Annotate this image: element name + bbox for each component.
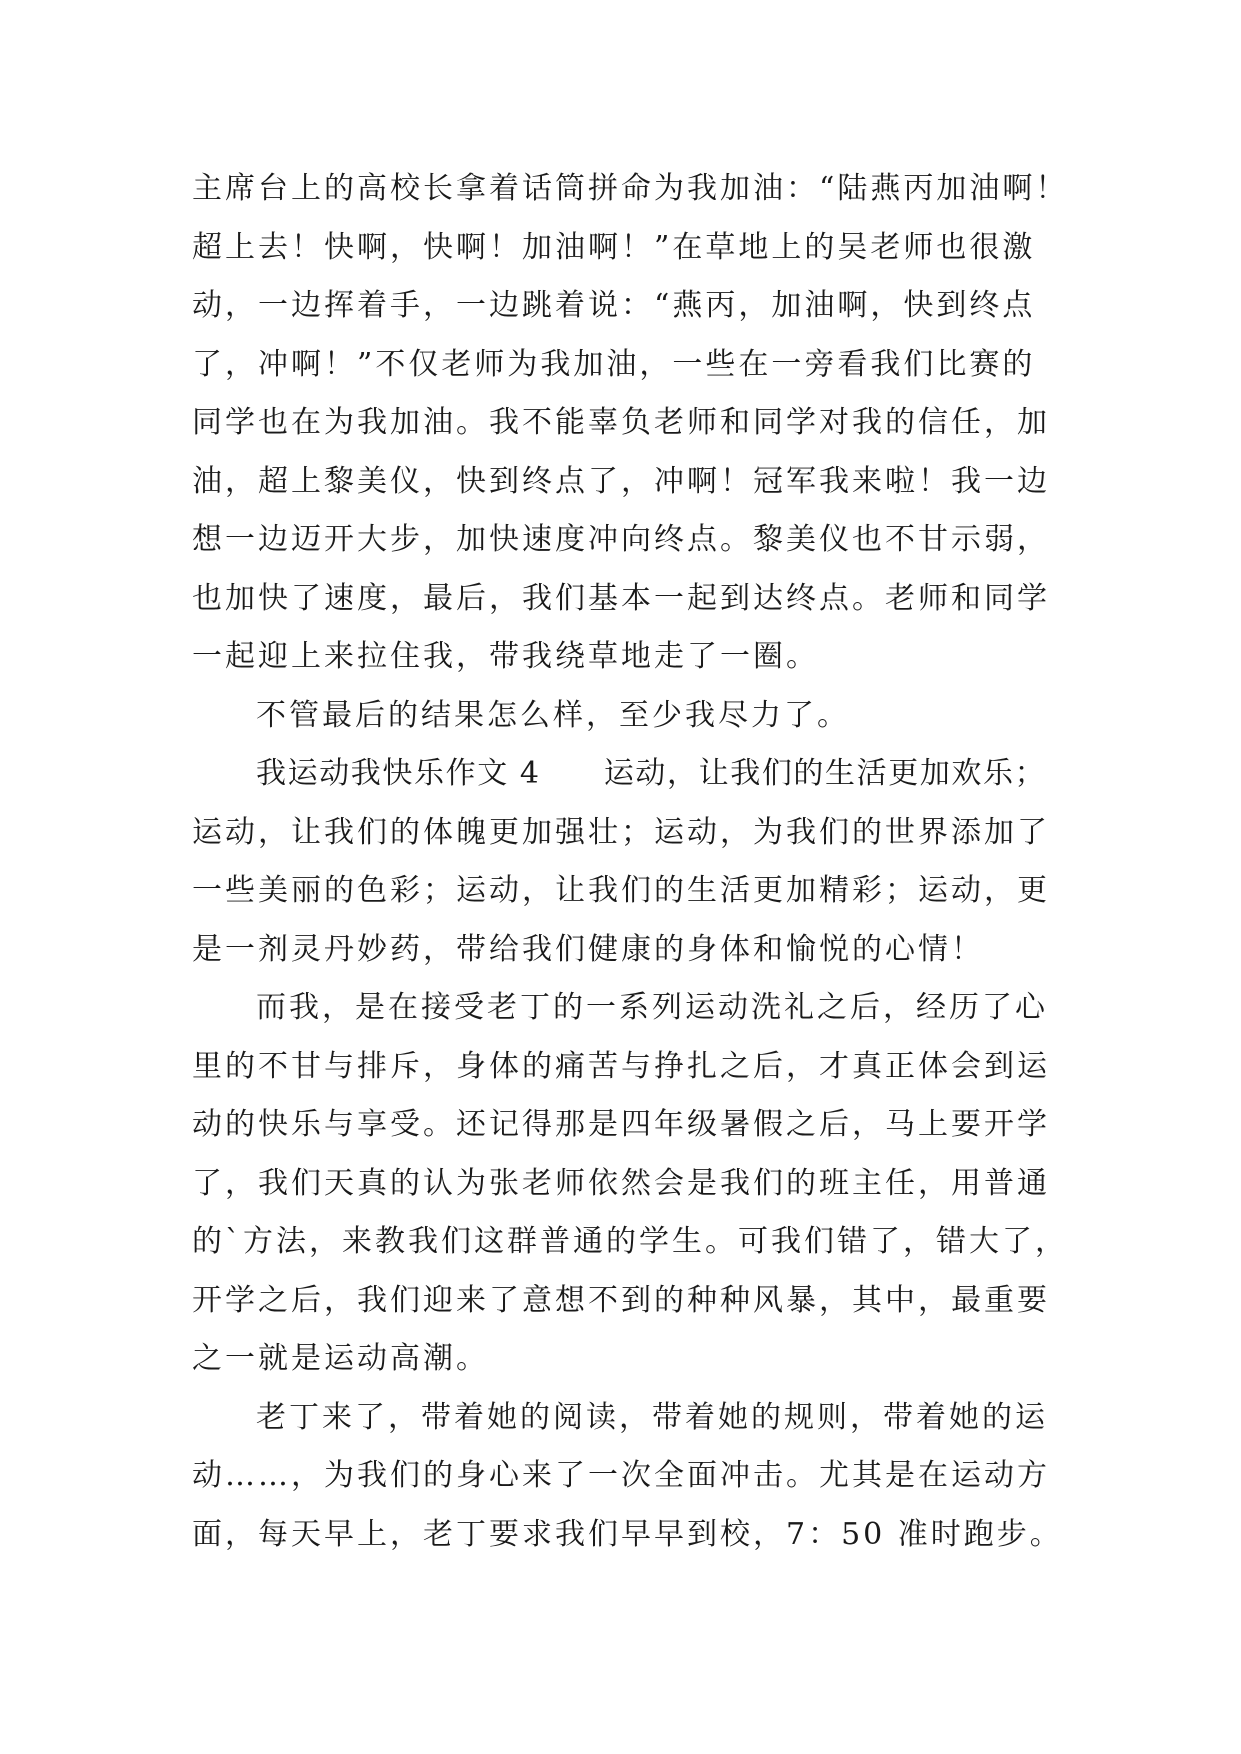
text-line: 了，冲啊！”不仅老师为我加油，一些在一旁看我们比赛的: [192, 346, 1036, 382]
text-line: 面，每天早上，老丁要求我们早早到校，7：50 准时跑步。: [192, 1516, 1063, 1552]
text-line: 动，一边挥着手，一边跳着说：“燕丙，加油啊，快到终点: [192, 288, 1036, 323]
paragraph-start-line: 不管最后的结果怎么样，至少我尽力了。: [256, 697, 850, 733]
text-line: 想一边迈开大步，加快速度冲向终点。黎美仪也不甘示弱，: [192, 522, 1050, 557]
text-line: 一起迎上来拉住我，带我绕草地走了一圈。: [192, 639, 819, 674]
text-line: 主席台上的高校长拿着话筒拼命为我加油：“陆燕丙加油啊！: [192, 171, 1069, 206]
text-line: 动的快乐与享受。还记得那是四年级暑假之后，马上要开学: [192, 1107, 1050, 1142]
text-line: 运动，让我们的体魄更加强壮；运动，为我们的世界添加了: [192, 814, 1050, 850]
text-line: 动……，为我们的身心来了一次全面冲击。尤其是在运动方: [192, 1458, 1050, 1493]
text-line: 油，超上黎美仪，快到终点了，冲啊！冠军我来啦！我一边: [192, 463, 1050, 499]
text-line: 的`方法，来教我们这群普通的学生。可我们错了，错大了，: [192, 1224, 1068, 1259]
text-line: 超上去！快啊，快啊！加油啊！”在草地上的吴老师也很激: [192, 229, 1036, 265]
text-line: 是一剂灵丹妙药，带给我们健康的身体和愉悦的心情！: [192, 931, 984, 967]
text-line: 一些美丽的色彩；运动，让我们的生活更加精彩；运动，更: [192, 873, 1050, 908]
text-line: 之一就是运动高潮。: [192, 1341, 489, 1376]
document-body: [192, 160, 1072, 1564]
text-line: 里的不甘与排斥，身体的痛苦与挣扎之后，才真正体会到运: [192, 1048, 1050, 1084]
text-line: 了，我们天真的认为张老师依然会是我们的班主任，用普通: [192, 1165, 1050, 1201]
text-line: 同学也在为我加油。我不能辜负老师和同学对我的信任，加: [192, 405, 1050, 440]
text-line: 也加快了速度，最后，我们基本一起到达终点。老师和同学: [192, 580, 1050, 616]
paragraph-start-line: 老丁来了，带着她的阅读，带着她的规则，带着她的运: [256, 1399, 1048, 1435]
essay-heading-line: 我运动我快乐作文 4 运动，让我们的生活更加欢乐；: [256, 756, 1047, 791]
text-line: 开学之后，我们迎来了意想不到的种种风暴，其中，最重要: [192, 1282, 1050, 1318]
paragraph-start-line: 而我，是在接受老丁的一系列运动洗礼之后，经历了心: [256, 990, 1048, 1025]
